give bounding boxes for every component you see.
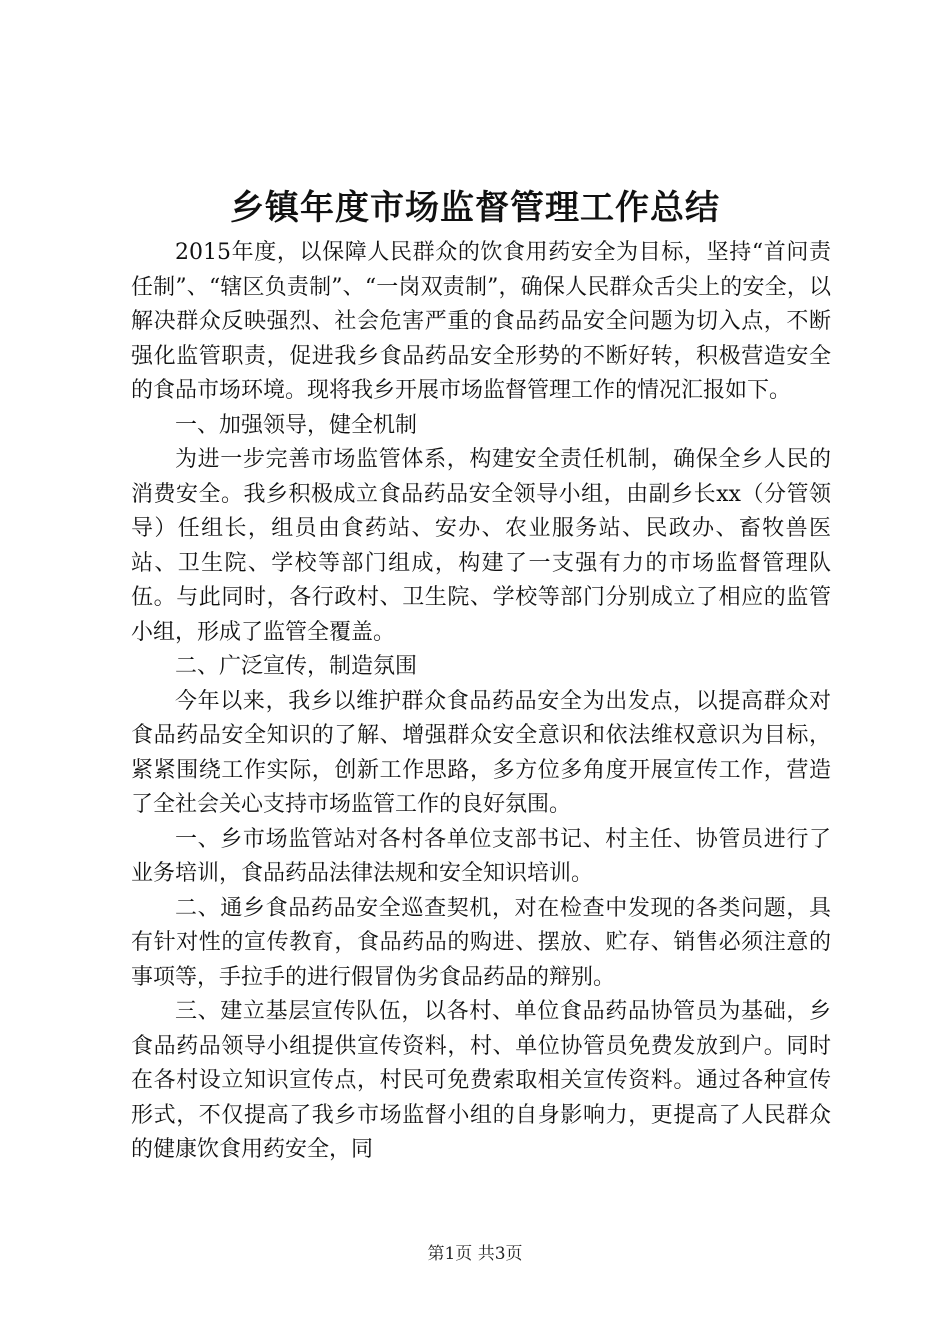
page-footer: 第1页 共3页 [427, 1244, 523, 1264]
section-heading-2: 二、广泛宣传，制造氛围 [175, 654, 418, 679]
section-2-item-3: 三、建立基层宣传队伍，以各村、单位食品药品协管员为基础，乡食品药品领导小组提供宣传资料，村、单位协管员免费发放到户。同时在各村设立知识宣传点，村民可免费索取相关宣传资料。通过各种宣传形式，不仅提高了我乡市场监督小组的自身影响力，更提高了人民群众的健康饮食用药安全，同 [131, 999, 831, 1162]
section-2-item-2: 二、通乡食品药品安全巡查契机，对在检查中发现的各类问题，具有针对性的宣传教育，食品药品的购进、摆放、贮存、销售必须注意的事项等，手拉手的进行假冒伪劣食品药品的辩别。 [131, 895, 831, 990]
section-1-paragraph: 为进一步完善市场监管体系，构建安全责任机制，确保全乡人民的消费安全。我乡积极成立食品药品安全领导小组，由副乡长xx（分管领导）任组长，组员由食药站、安办、农业服务站、民政办、畜牧兽医站、卫生院、学校等部门组成，构建了一支强有力的市场监督管理队伍。与此同时，各行政村、卫生院、学校等部门分别成立了相应的监管小组，形成了监管全覆盖。 [131, 447, 831, 645]
document-title: 乡镇年度市场监督管理工作总结 [230, 188, 720, 228]
section-2-paragraph: 今年以来，我乡以维护群众食品药品安全为出发点，以提高群众对食品药品安全知识的了解、增强群众安全意识和依法维权意识为目标，紧紧围绕工作实际，创新工作思路，多方位多角度开展宣传工作，营造了全社会关心支持市场监管工作的良好氛围。 [131, 688, 831, 817]
document-body [131, 236, 831, 1168]
section-2-item-1: 一、乡市场监管站对各村各单位支部书记、村主任、协管员进行了业务培训，食品药品法律法规和安全知识培训。 [131, 826, 831, 886]
section-heading-1: 一、加强领导，健全机制 [175, 412, 418, 438]
intro-paragraph: 2015年度，以保障人民群众的饮食用药安全为目标，坚持“首问责任制”、“辖区负责制”、“一岗双责制”，确保人民群众舌尖上的安全，以解决群众反映强烈、社会危害严重的食品药品安全问题为切入点，不断强化监管职责，促进我乡食品药品安全形势的不断好转，积极营造安全的食品市场环境。现将我乡开展市场监督管理工作的情况汇报如下。 [131, 240, 831, 403]
